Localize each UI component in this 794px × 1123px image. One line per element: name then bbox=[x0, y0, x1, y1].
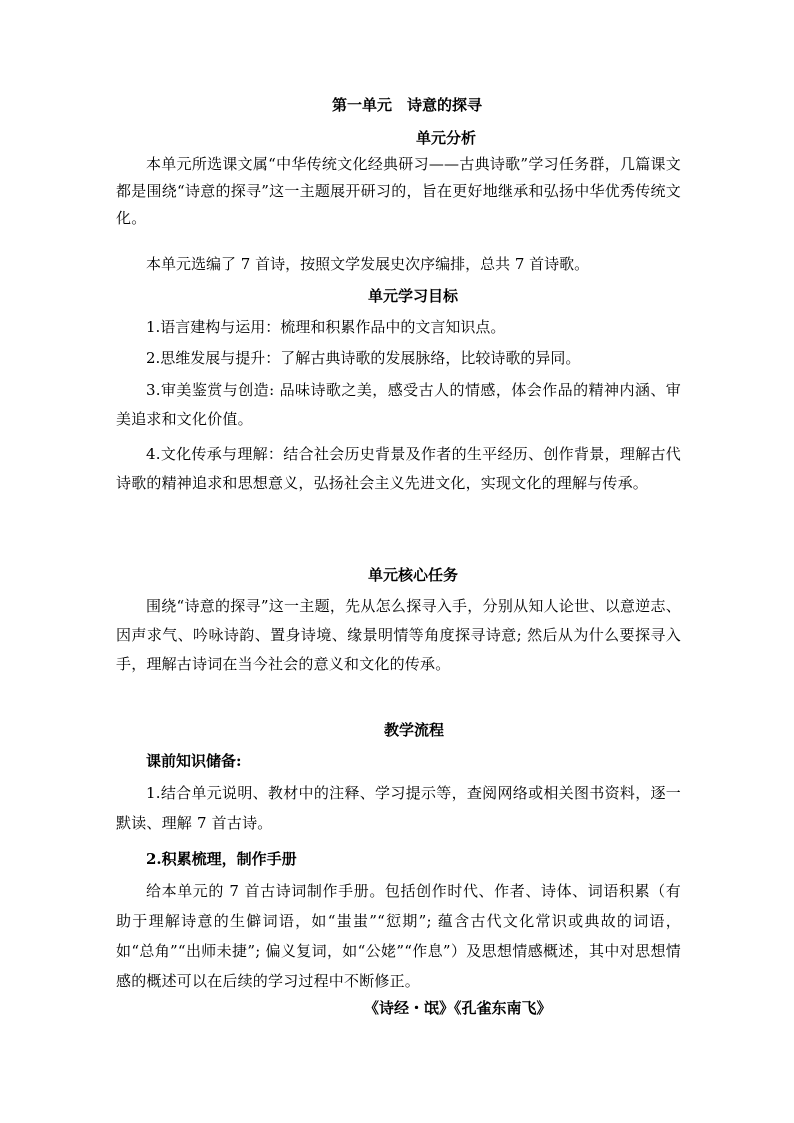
teaching-flow-heading: 教学流程 bbox=[384, 721, 445, 739]
poem-subtitle: 《诗经・氓》《孔雀东南飞》 bbox=[364, 999, 552, 1017]
unit-title: 第一单元 诗意的探寻 bbox=[332, 96, 483, 114]
unit-analysis-heading: 单元分析 bbox=[416, 129, 477, 147]
learning-goals-heading: 单元学习目标 bbox=[368, 287, 459, 305]
prep-item-2-text: 给本单元的 7 首古诗词制作手册。包括创作时代、作者、诗体、词语积累（有助于理解诗意的生僻词语，如“蚩蚩”“愆期”; 蕴含古代文化常识或典故的词语，如“总角”“出师未捷”; 偏义复词，如“公姥”“作息”）及思想情感概述，其中对思想情感的概述可以在后续的学习过程中不断修正。 bbox=[116, 882, 681, 990]
prep-item-2-heading: 2.积累梳理，制作手册 bbox=[146, 850, 297, 868]
unit-analysis-paragraph-2: 本单元选编了 7 首诗，按照文学发展史次序编排，总共 7 首诗歌。 bbox=[146, 255, 590, 273]
prep-item-1: 1.结合单元说明、教材中的注释、学习提示等，查阅网络或相关图书资料，逐一默读、理解 7 首古诗。 bbox=[116, 784, 681, 832]
core-task-paragraph: 围绕“诗意的探寻”这一主题，先从怎么探寻入手，分别从知人论世、以意逆志、因声求气、吟咏诗韵、置身诗境、缘景明情等角度探寻诗意; 然后从为什么要探寻入手，理解古诗词在当今社会的意义和文化的传承。 bbox=[116, 597, 681, 673]
learning-goal-item: 2.思维发展与提升：了解古典诗歌的发展脉络，比较诗歌的异同。 bbox=[146, 349, 581, 367]
unit-analysis-paragraph: 本单元所选课文属“中华传统文化经典研习——古典诗歌”学习任务群，几篇课文都是围绕“诗意的探寻”这一主题展开研习的，旨在更好地继承和弘扬中华优秀传统文化。 bbox=[116, 155, 681, 227]
pre-class-prep-heading: 课前知识储备: bbox=[146, 752, 242, 770]
learning-goal-item: 4.文化传承与理解：结合社会历史背景及作者的生平经历、创作背景，理解古代诗歌的精神追求和思想意义，弘扬社会主义先进文化，实现文化的理解与传承。 bbox=[116, 445, 681, 492]
learning-goal-item: 1.语言建构与运用：梳理和积累作品中的文言知识点。 bbox=[146, 318, 506, 336]
learning-goal-item: 3.审美鉴赏与创造: 品味诗歌之美，感受古人的情感，体会作品的精神内涵、审美追求和文化价值。 bbox=[116, 381, 681, 428]
core-task-heading: 单元核心任务 bbox=[368, 566, 459, 584]
